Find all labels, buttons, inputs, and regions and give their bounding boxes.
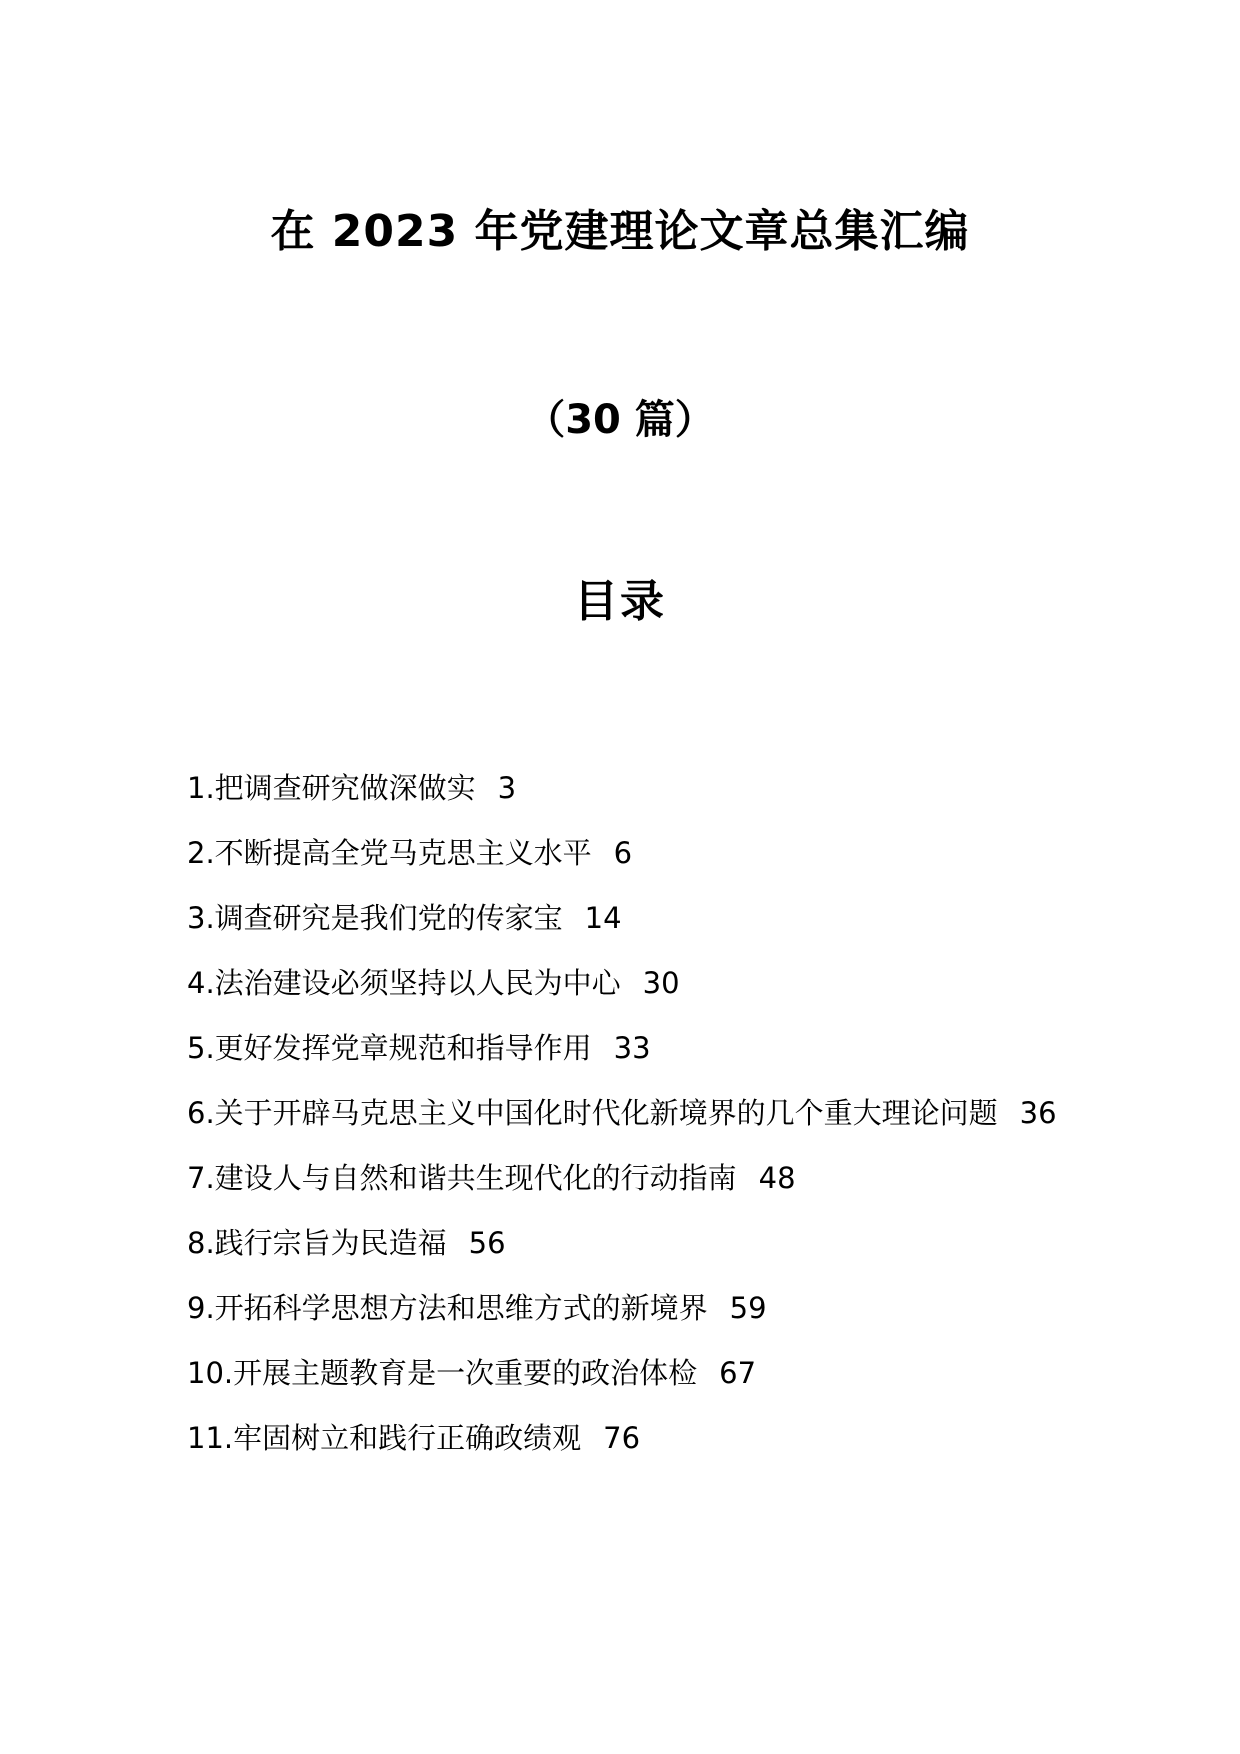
toc-heading: 目录: [574, 576, 666, 627]
toc-entry-page: 48: [758, 1161, 796, 1195]
toc-entry-title: 8.践行宗旨为民造福: [187, 1226, 447, 1260]
toc-entry-page: 56: [468, 1226, 506, 1260]
document-title: 在 2023 年党建理论文章总集汇编: [270, 206, 970, 257]
toc-entry[interactable]: [187, 1211, 1067, 1276]
toc-entry-title: 3.调查研究是我们党的传家宝: [187, 901, 563, 935]
toc-entry-title: 11.牢固树立和践行正确政绩观: [187, 1421, 582, 1455]
toc-entry[interactable]: [187, 1406, 1067, 1471]
toc-entry[interactable]: [187, 951, 1067, 1016]
toc-entry-title: 1.把调查研究做深做实: [187, 771, 476, 805]
toc-entry-page: 59: [729, 1291, 767, 1325]
table-of-contents: [187, 756, 1067, 1471]
toc-entry[interactable]: [187, 1016, 1067, 1081]
toc-entry[interactable]: [187, 1081, 1067, 1146]
toc-entry[interactable]: [187, 1276, 1067, 1341]
toc-entry-page: 30: [642, 966, 680, 1000]
toc-entry-page: 14: [584, 901, 622, 935]
toc-entry-title: 9.开拓科学思想方法和思维方式的新境界: [187, 1291, 708, 1325]
toc-entry-title: 7.建设人与自然和谐共生现代化的行动指南: [187, 1161, 737, 1195]
toc-entry-page: 76: [603, 1421, 641, 1455]
toc-entry-page: 6: [613, 836, 633, 870]
toc-entry-title: 5.更好发挥党章规范和指导作用: [187, 1031, 592, 1065]
toc-entry[interactable]: [187, 1341, 1067, 1406]
toc-entry[interactable]: [187, 1146, 1067, 1211]
toc-entry[interactable]: [187, 886, 1067, 951]
toc-entry-title: 10.开展主题教育是一次重要的政治体检: [187, 1356, 698, 1390]
toc-entry-page: 33: [613, 1031, 651, 1065]
toc-entry-page: 36: [1019, 1096, 1057, 1130]
toc-entry-title: 4.法治建设必须坚持以人民为中心: [187, 966, 621, 1000]
toc-entry-title: 6.关于开辟马克思主义中国化时代化新境界的几个重大理论问题: [187, 1096, 998, 1130]
toc-entry-page: 3: [497, 771, 517, 805]
document-subtitle: （30 篇）: [525, 397, 715, 443]
toc-entry-page: 67: [719, 1356, 757, 1390]
toc-entry[interactable]: [187, 821, 1067, 886]
toc-entry[interactable]: [187, 756, 1067, 821]
toc-entry-title: 2.不断提高全党马克思主义水平: [187, 836, 592, 870]
